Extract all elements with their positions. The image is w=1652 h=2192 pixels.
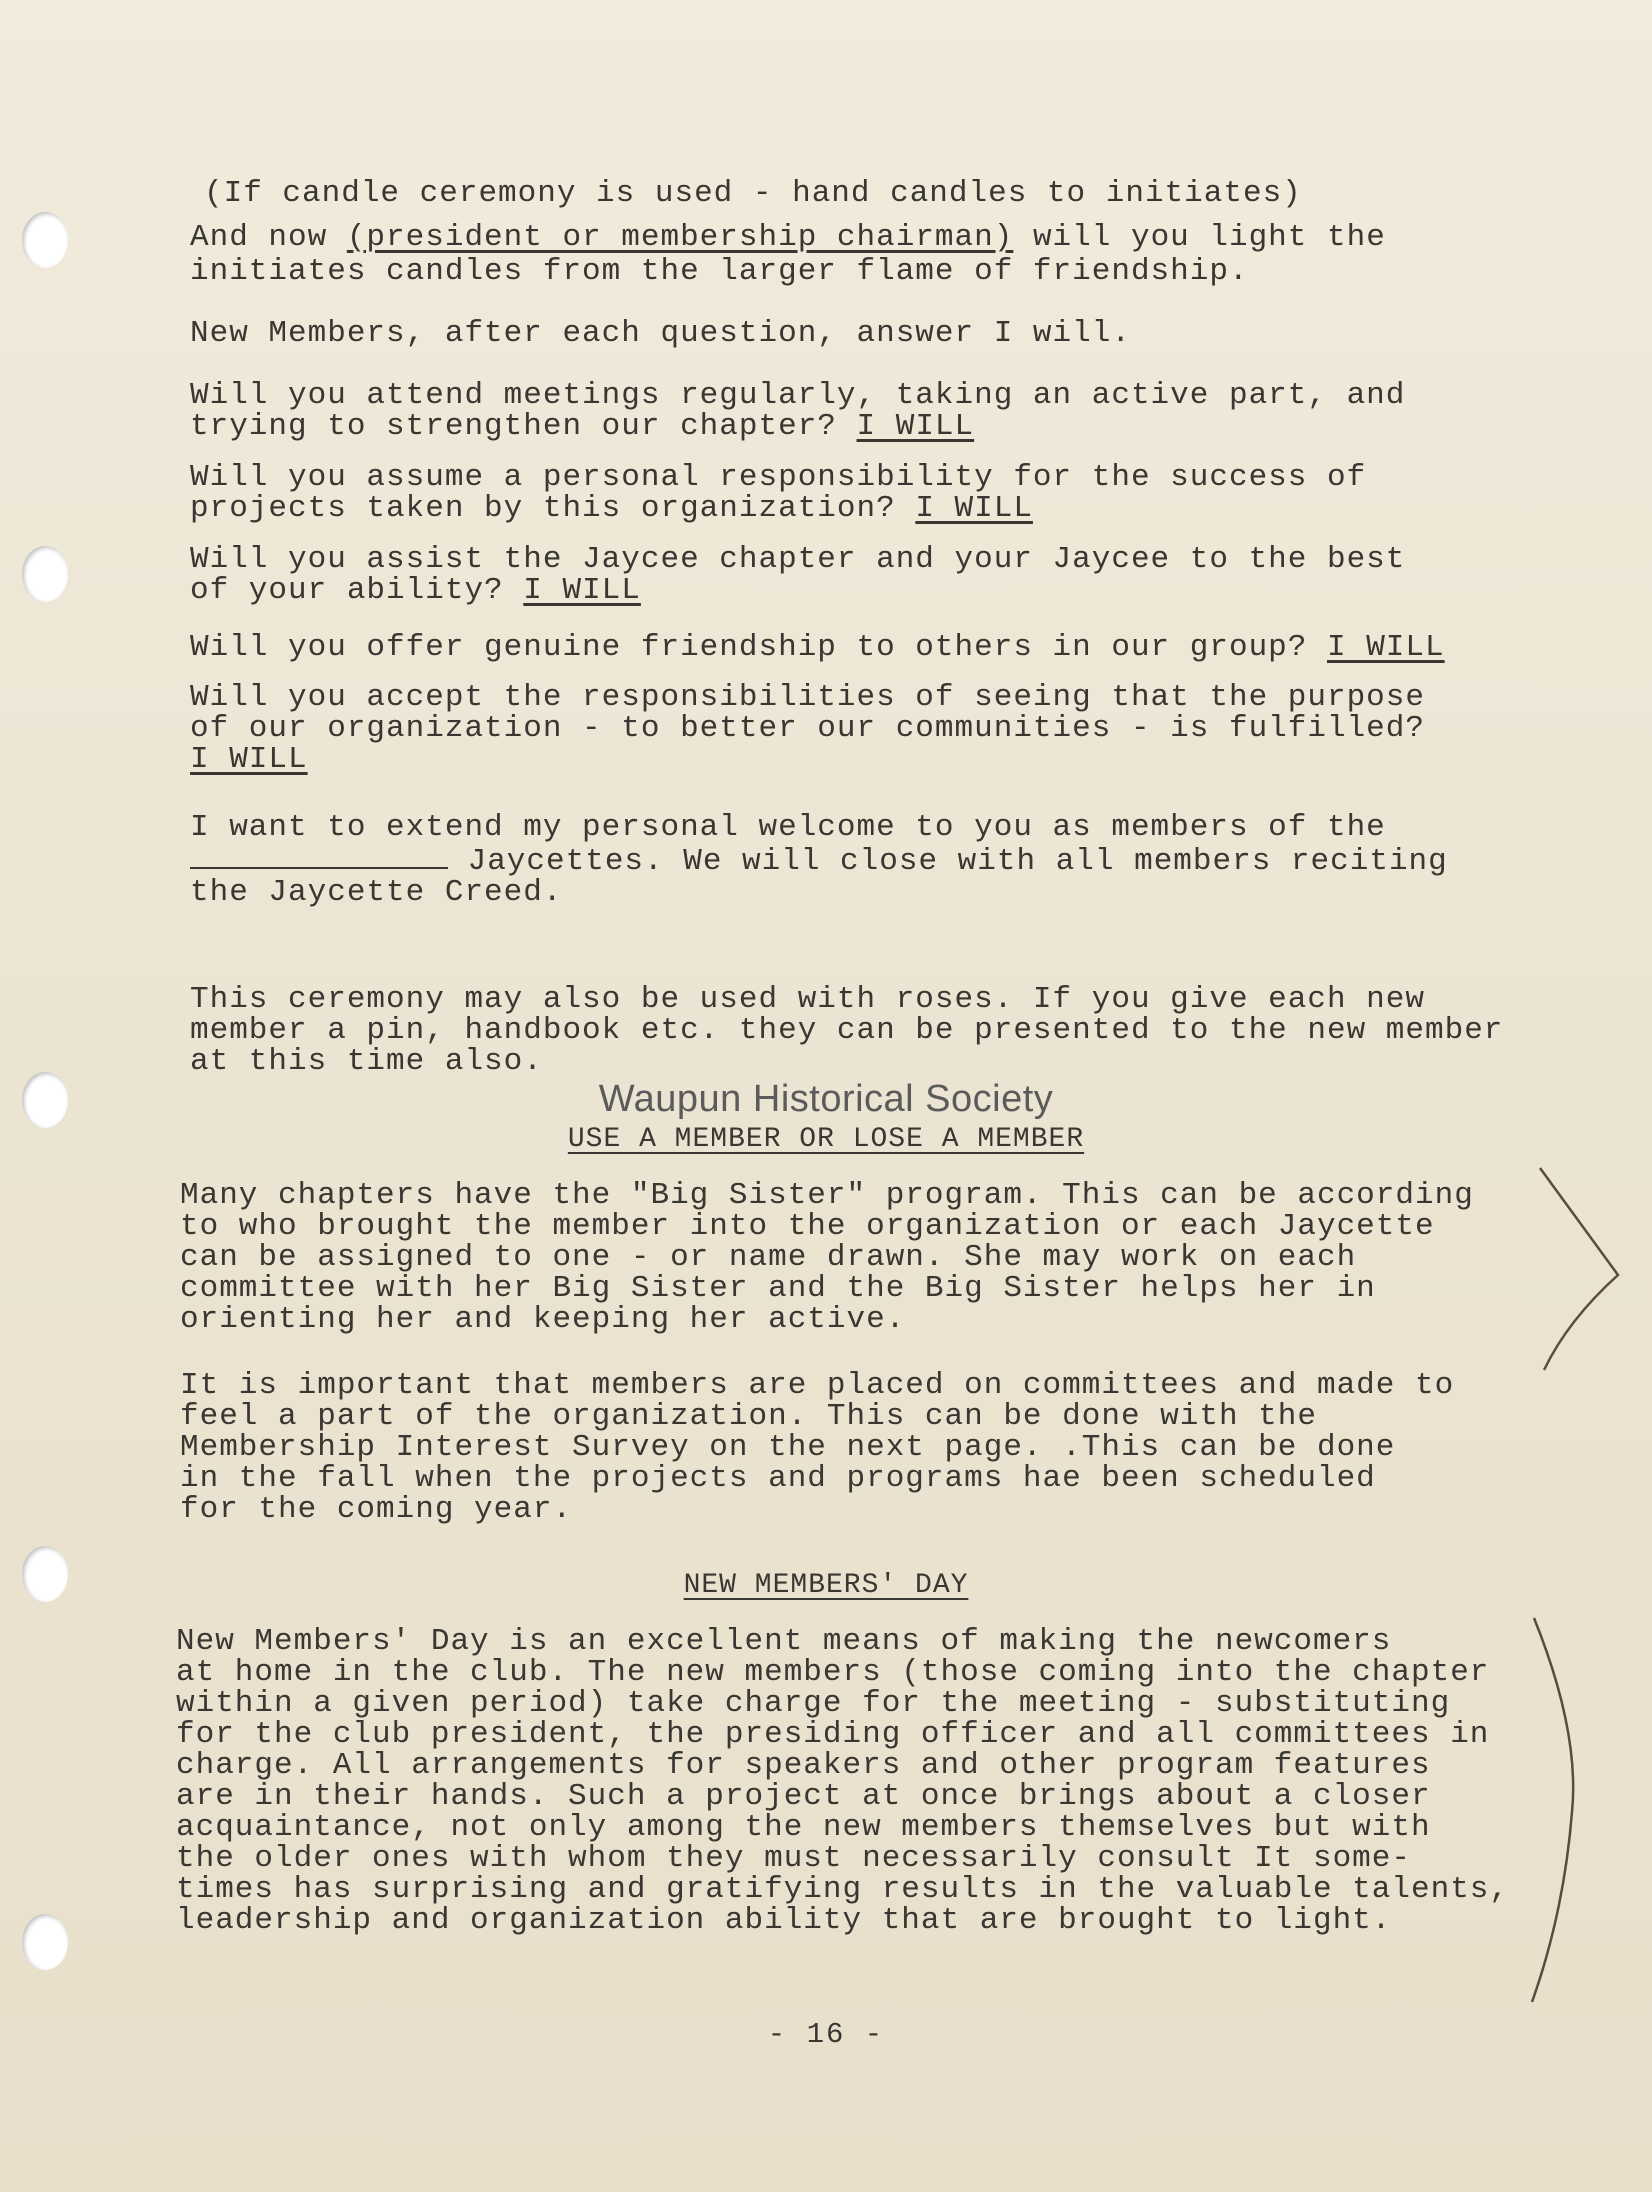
answer: I WILL bbox=[523, 573, 641, 608]
margin-bracket-mark bbox=[1520, 1612, 1600, 2012]
section-heading-use-a-member: USE A MEMBER OR LOSE A MEMBER bbox=[567, 1124, 1085, 1155]
answer: I WILL bbox=[856, 409, 975, 444]
candle-instruction: (If candle ceremony is used - hand candles to initiates) bbox=[204, 176, 1302, 211]
punch-hole bbox=[22, 1914, 68, 1970]
question-4: Will you offer genuine friendship to others in our group? I WILL bbox=[190, 630, 1445, 665]
watermark-text: Waupun Historical Society bbox=[598, 1078, 1054, 1120]
light-candles-line: And now (president or membership chairman) will you light the bbox=[190, 220, 1386, 255]
punch-hole bbox=[22, 212, 68, 268]
initiates-line: initiates candles from the larger flame of friendship. bbox=[190, 254, 1249, 289]
question-2: Will you assume a personal responsibility for the success of projects taken by this organization? I WILL bbox=[190, 460, 1367, 526]
answer: I WILL bbox=[190, 742, 308, 777]
question-5: Will you accept the responsibilities of seeing that the purpose of our organization - to better our communities - is fulfilled? I WILL bbox=[190, 680, 1425, 777]
question-1: Will you attend meetings regularly, taking an active part, and trying to strengthen our chapter? I WILL bbox=[190, 378, 1406, 444]
page-number: - 16 - bbox=[767, 2018, 885, 2051]
roses-paragraph: This ceremony may also be used with roses. If you give each new member a pin, handbook etc. they can be presented to the new member at this time also. bbox=[190, 982, 1504, 1079]
section-heading-new-members-day: NEW MEMBERS' DAY bbox=[683, 1570, 969, 1601]
question-3: Will you assist the Jaycee chapter and your Jaycee to the best of your ability? I WILL bbox=[190, 542, 1406, 608]
officer-title: (president or membership chairman) bbox=[346, 220, 1014, 255]
big-sister-paragraph: Many chapters have the "Big Sister" program. This can be according to who brought the member into the organization or each Jaycette can be assigned to one - or name drawn. She may work on each committee with her Big Sister and the Big Sister helps her in orienting her and keeping her active. bbox=[180, 1178, 1474, 1337]
answer: I WILL bbox=[915, 491, 1033, 526]
welcome-paragraph: I want to extend my personal welcome to you as members of the Jaycettes. We will close with all members reciting the Jaycette Creed. bbox=[190, 810, 1448, 910]
answer: I WILL bbox=[1326, 630, 1445, 665]
margin-bracket-mark bbox=[1528, 1160, 1628, 1380]
committees-paragraph: It is important that members are placed on committees and made to feel a part of the organization. This can be done with the Membership Interest Survey on the next page. .This can be done in the fall when the projects and programs hae been scheduled for the coming year. bbox=[180, 1368, 1455, 1527]
punch-hole bbox=[22, 546, 68, 602]
new-members-day-paragraph: New Members' Day is an excellent means of making the newcomers at home in the club. The new members (those coming into the chapter within a given period) take charge for the meeting - substituting for the club president, the presiding officer and all committees in charge. All arrangements for speakers and other program features are in their hands. Such a project at once brings about a closer acquaintance, not only among the new members themselves but with the older ones with whom they must necessarily consult It some- times has surprising and gratifying results in the valuable talents, leadership and organization ability that are brought to light. bbox=[176, 1624, 1510, 1938]
answer-instruction: New Members, after each question, answer I will. bbox=[190, 316, 1131, 351]
chapter-name-blank bbox=[190, 843, 448, 869]
